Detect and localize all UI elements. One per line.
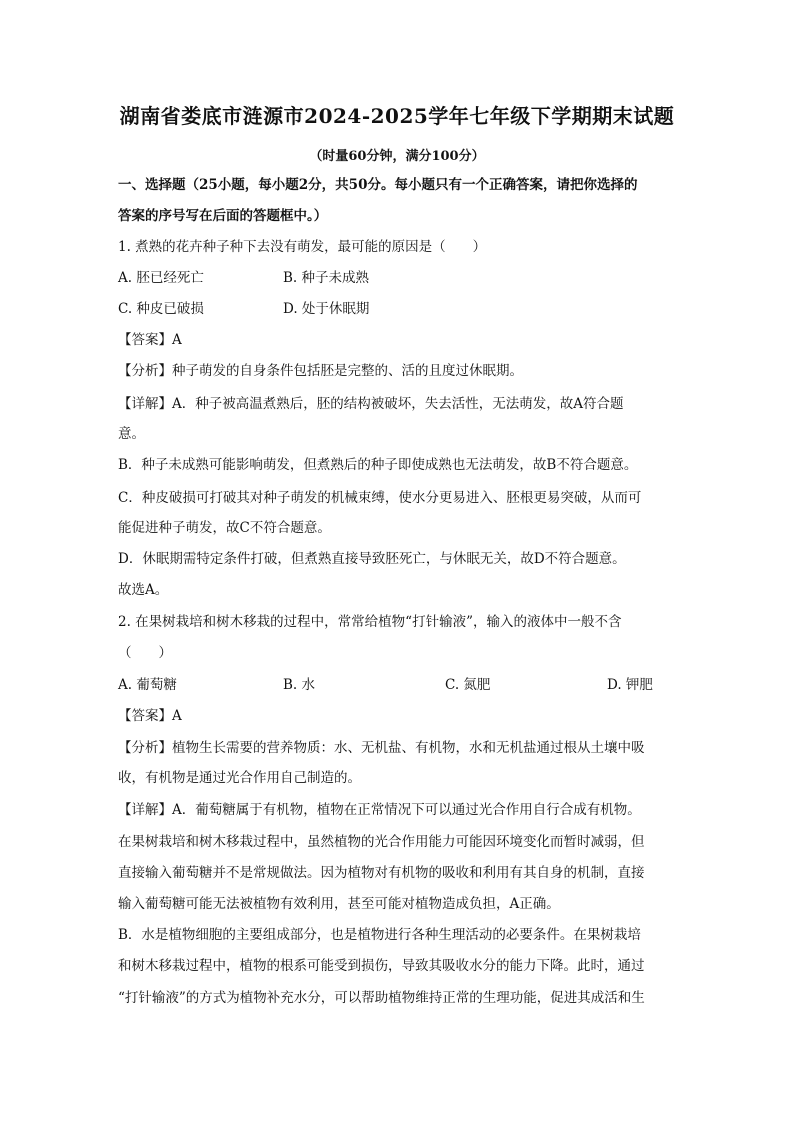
question-2-option-c: C. 氮肥 <box>445 677 491 693</box>
question-1-detail-line1: 【详解】A．种子被高温煮熟后，胚的结构被破坏，失去活性，无法萌发，故A符合题 <box>118 396 624 412</box>
section-instructions-line1: 一、选择题（25小题，每小题2分，共50分。每小题只有一个正确答案，请把你选择的 <box>118 177 638 193</box>
question-2-analysis-line2: 收，有机物是通过光合作用自己制造的。 <box>118 770 361 786</box>
question-1-detail-line3: B．种子未成熟可能影响萌发，但煮熟后的种子即使成熟也无法萌发，故B不符合题意。 <box>118 457 638 473</box>
section-instructions-line2: 答案的序号写在后面的答题框中。） <box>118 208 328 224</box>
question-2-detail-line4: 输入葡萄糖可能无法被植物有效利用，甚至可能对植物造成负担，A正确。 <box>118 896 560 912</box>
question-2-analysis-line1: 【分析】植物生长需要的营养物质：水、无机盐、有机物，水和无机盐通过根从土壤中吸 <box>118 740 645 756</box>
question-1-detail-line5: 能促进种子萌发，故C不符合题意。 <box>118 520 331 536</box>
question-1-conclusion: 故选A。 <box>118 582 169 598</box>
question-1-option-c: C. 种皮已破损 <box>118 301 204 317</box>
question-2-detail-line1: 【详解】A．葡萄糖属于有机物，植物在正常情况下可以通过光合作用自行合成有机物。 <box>118 802 641 818</box>
question-1-analysis: 【分析】种子萌发的自身条件包括胚是完整的、活的且度过休眠期。 <box>118 363 523 379</box>
question-2-detail-line6: 和树木移栽过程中，植物的根系可能受到损伤，导致其吸收水分的能力下降。此时，通过 <box>118 958 645 974</box>
question-2-option-a: A. 葡萄糖 <box>118 677 177 693</box>
question-1-text: 1. 煮熟的花卉种子种下去没有萌发，最可能的原因是（ ） <box>118 239 487 255</box>
question-2-detail-line5: B．水是植物细胞的主要组成部分，也是植物进行各种生理活动的必要条件。在果树栽培 <box>118 927 641 943</box>
question-2-option-d: D. 钾肥 <box>607 677 653 693</box>
question-1-option-d: D. 处于休眠期 <box>283 301 370 317</box>
question-2-detail-line3: 直接输入葡萄糖并不是常规做法。因为植物对有机物的吸收和利用有其自身的机制，直接 <box>118 865 645 881</box>
question-2-answer: 【答案】A <box>118 708 182 724</box>
exam-duration-note: （时量60分钟，满分100分） <box>309 149 485 164</box>
question-1-detail-line4: C．种皮破损可打破其对种子萌发的机械束缚，使水分更易进入、胚根更易突破，从而可 <box>118 490 642 506</box>
question-1-option-a: A. 胚已经死亡 <box>118 270 204 286</box>
page-title: 湖南省娄底市涟源市2024-2025学年七年级下学期期末试题 <box>119 104 675 128</box>
question-2-option-b: B. 水 <box>283 677 316 693</box>
question-1-detail-line2: 意。 <box>118 426 145 442</box>
question-2-text-line1: 2. 在果树栽培和树木移栽的过程中，常常给植物“打针输液”，输入的液体中一般不含 <box>118 614 622 630</box>
question-2-text-line2: （ ） <box>118 645 172 661</box>
question-1-detail-line6: D．休眠期需特定条件打破，但煮熟直接导致胚死亡，与休眠无关，故D不符合题意。 <box>118 551 626 567</box>
question-1-answer: 【答案】A <box>118 332 182 348</box>
question-2-detail-line7: “打针输液”的方式为植物补充水分，可以帮助植物维持正常的生理功能，促进其成活和生 <box>118 990 645 1006</box>
question-1-option-b: B. 种子未成熟 <box>283 270 370 286</box>
question-2-detail-line2: 在果树栽培和树木移栽过程中，虽然植物的光合作用能力可能因环境变化而暂时减弱，但 <box>118 834 645 850</box>
